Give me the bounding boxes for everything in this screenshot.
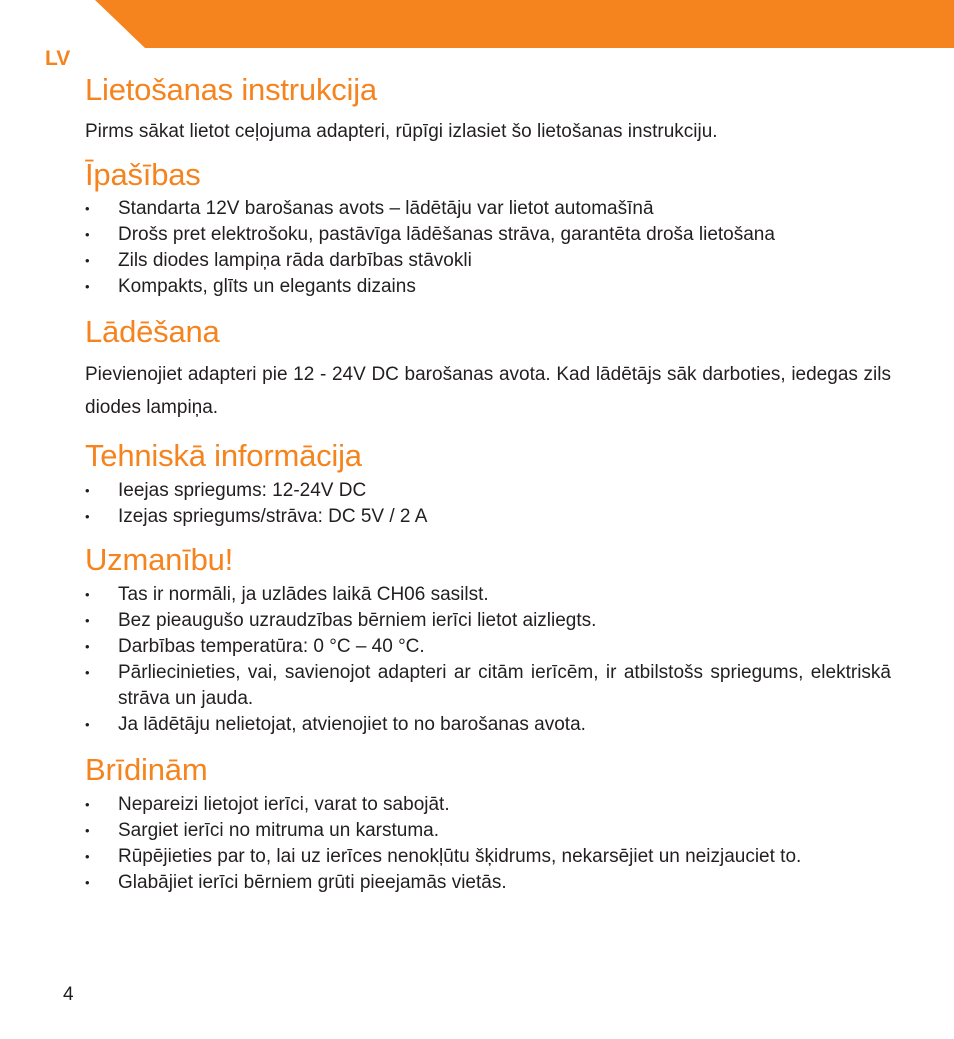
page-number: 4 <box>63 984 74 1005</box>
list-item: • Tas ir normāli, ja uzlādes laikā CH06 sasilst. <box>85 584 489 605</box>
list-item: • Bez pieaugušo uzraudzības bērniem ierīci lietot aizliegts. <box>85 610 597 631</box>
list-item: • Ja lādētāju nelietojat, atvienojiet to no barošanas avota. <box>85 714 586 735</box>
list-item: • Pārliecinieties, vai, savienojot adapteri ar citām ierīcēm, ir atbilstošs spriegums, elektriskā strāva un jauda. <box>85 662 891 709</box>
caution-heading: Uzmanību! <box>85 542 234 577</box>
charging-text: Pievienojiet adapteri pie 12 - 24V DC barošanas avota. Kad lādētājs sāk darboties, iedegas zils diodes lampiņa. <box>85 364 891 418</box>
page-content <box>85 70 891 896</box>
page-title: Lietošanas instrukcija <box>85 72 377 107</box>
list-item: • Standarta 12V barošanas avots – lādētāju var lietot automašīnā <box>85 198 654 219</box>
warnings-heading: Brīdinām <box>85 752 208 787</box>
caution-list <box>85 582 891 738</box>
list-item: • Izejas spriegums/strāva: DC 5V / 2 A <box>85 506 428 527</box>
list-item: • Sargiet ierīci no mitruma un karstuma. <box>85 820 440 841</box>
warnings-list <box>85 792 891 896</box>
list-item: • Rūpējieties par to, lai uz ierīces nenokļūtu šķidrums, nekarsējiet un neizjauciet to. <box>85 846 802 867</box>
list-item: • Kompakts, glīts un elegants dizains <box>85 276 416 297</box>
language-code: LV <box>45 47 71 70</box>
features-list <box>85 196 891 300</box>
list-item: • Drošs pret elektrošoku, pastāvīga lādēšanas strāva, garantēta droša lietošana <box>85 224 775 245</box>
list-item: • Glabājiet ierīci bērniem grūti pieejamās vietās. <box>85 872 507 893</box>
specs-list <box>85 478 891 530</box>
orange-header-banner <box>0 0 954 48</box>
list-item: • Ieejas spriegums: 12-24V DC <box>85 480 367 501</box>
specs-heading: Tehniskā informācija <box>85 438 362 473</box>
list-item: • Nepareizi lietojot ierīci, varat to sabojāt. <box>85 794 450 815</box>
charging-heading: Lādēšana <box>85 314 220 349</box>
intro-text: Pirms sākat lietot ceļojuma adapteri, rūpīgi izlasiet šo lietošanas instrukciju. <box>85 121 718 142</box>
list-item: • Zils diodes lampiņa rāda darbības stāvokli <box>85 250 472 271</box>
list-item: • Darbības temperatūra: 0 °C – 40 °C. <box>85 636 425 657</box>
features-heading: Īpašības <box>85 157 201 192</box>
